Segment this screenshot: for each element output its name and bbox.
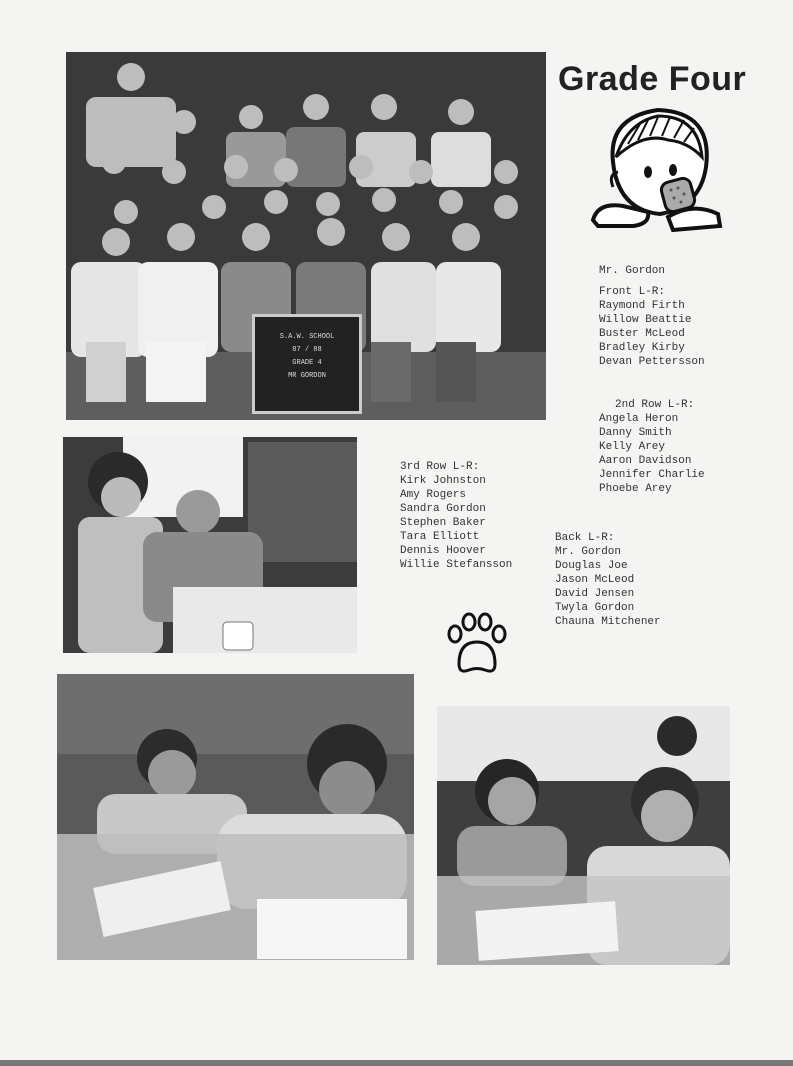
- list-item: Willow Beattie: [599, 314, 692, 326]
- third-row-list: [400, 460, 512, 572]
- list-item: Mr. Gordon: [555, 546, 622, 558]
- sign-grade: GRADE 4: [292, 359, 322, 367]
- page-title: Grade Four: [558, 60, 747, 98]
- second-row-header: 2nd Row L-R:: [615, 399, 695, 411]
- list-item: Jennifer Charlie: [599, 469, 705, 481]
- list-item: Angela Heron: [599, 413, 679, 425]
- list-item: Douglas Joe: [555, 560, 628, 572]
- list-item: Bradley Kirby: [599, 342, 685, 354]
- list-item: Tara Elliott: [400, 531, 480, 543]
- list-item: Aaron Davidson: [599, 455, 692, 467]
- list-item: Kelly Arey: [599, 441, 666, 453]
- second-row-list: [599, 398, 705, 496]
- sign-year: 87 / 88: [292, 346, 322, 354]
- list-item: Stephen Baker: [400, 517, 486, 529]
- front-row-list: [599, 285, 705, 369]
- list-item: Kirk Johnston: [400, 475, 486, 487]
- page-bottom-edge: [0, 1060, 793, 1066]
- list-item: Jason McLeod: [555, 574, 635, 586]
- teacher-at-desk-photo: [63, 437, 357, 653]
- list-item: Danny Smith: [599, 427, 672, 439]
- list-item: Sandra Gordon: [400, 503, 486, 515]
- back-row-list: [555, 531, 661, 629]
- list-item: Amy Rogers: [400, 489, 467, 501]
- back-row-header: Back L-R:: [555, 532, 615, 544]
- list-item: Twyla Gordon: [555, 602, 635, 614]
- paw-print-icon: [445, 612, 509, 676]
- list-item: Chauna Mitchener: [555, 616, 661, 628]
- list-item: David Jensen: [555, 588, 635, 600]
- list-item: Phoebe Arey: [599, 483, 672, 495]
- class-group-photo: [66, 52, 546, 420]
- class-name-sign: [252, 314, 362, 414]
- list-item: Buster McLeod: [599, 328, 685, 340]
- list-item: Willie Stefansson: [400, 559, 513, 571]
- sign-teacher: MR GORDON: [288, 372, 326, 380]
- list-item: Dennis Hoover: [400, 545, 486, 557]
- front-row-header: Front L-R:: [599, 286, 666, 298]
- third-row-header: 3rd Row L-R:: [400, 461, 480, 473]
- list-item: Devan Pettersson: [599, 356, 705, 368]
- teacher-name: Mr. Gordon: [599, 265, 666, 277]
- students-writing-photo: [437, 706, 730, 965]
- students-at-desks-photo: [57, 674, 414, 960]
- teacher-caption: [599, 264, 665, 278]
- cartoon-boy-illustration: [588, 102, 728, 242]
- list-item: Raymond Firth: [599, 300, 685, 312]
- sign-school: S.A.W. SCHOOL: [279, 333, 335, 341]
